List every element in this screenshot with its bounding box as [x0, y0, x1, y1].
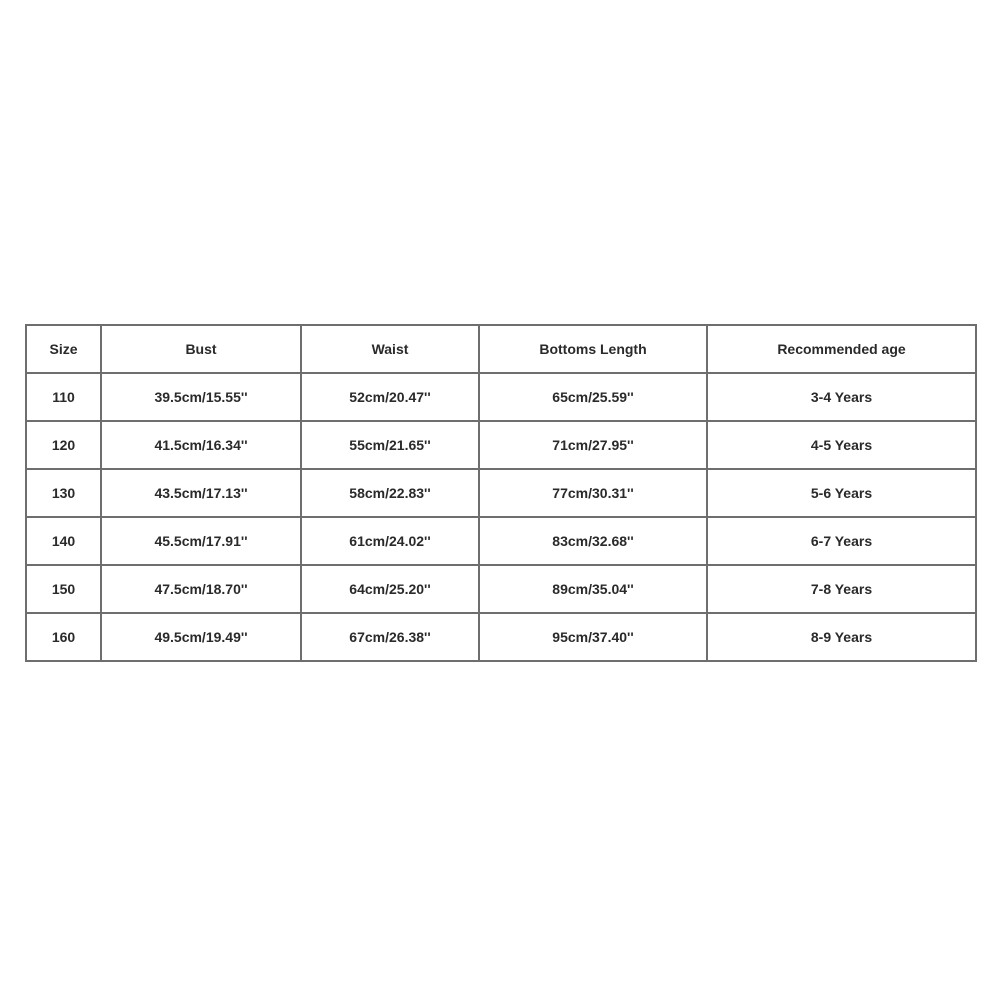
cell-recommended-age: 7-8 Years: [707, 565, 976, 613]
size-chart-container: [25, 324, 977, 662]
cell-recommended-age: 3-4 Years: [707, 373, 976, 421]
table-row: [26, 373, 976, 421]
cell-bottoms-length: 77cm/30.31'': [479, 469, 707, 517]
cell-waist: 67cm/26.38'': [301, 613, 479, 661]
cell-bust: 47.5cm/18.70'': [101, 565, 301, 613]
cell-size: 120: [26, 421, 101, 469]
cell-bottoms-length: 89cm/35.04'': [479, 565, 707, 613]
cell-size: 140: [26, 517, 101, 565]
cell-waist: 58cm/22.83'': [301, 469, 479, 517]
table-row: [26, 517, 976, 565]
cell-waist: 52cm/20.47'': [301, 373, 479, 421]
table-header-row: [26, 325, 976, 373]
cell-size: 160: [26, 613, 101, 661]
table-row: [26, 565, 976, 613]
cell-waist: 64cm/25.20'': [301, 565, 479, 613]
cell-waist: 55cm/21.65'': [301, 421, 479, 469]
cell-recommended-age: 8-9 Years: [707, 613, 976, 661]
cell-bottoms-length: 95cm/37.40'': [479, 613, 707, 661]
cell-size: 150: [26, 565, 101, 613]
header-size: Size: [26, 325, 101, 373]
size-chart-table: [25, 324, 977, 662]
header-recommended-age: Recommended age: [707, 325, 976, 373]
cell-recommended-age: 5-6 Years: [707, 469, 976, 517]
table-row: [26, 613, 976, 661]
cell-bust: 43.5cm/17.13'': [101, 469, 301, 517]
header-bust: Bust: [101, 325, 301, 373]
cell-waist: 61cm/24.02'': [301, 517, 479, 565]
cell-bust: 49.5cm/19.49'': [101, 613, 301, 661]
cell-bottoms-length: 83cm/32.68'': [479, 517, 707, 565]
cell-size: 130: [26, 469, 101, 517]
cell-recommended-age: 4-5 Years: [707, 421, 976, 469]
header-waist: Waist: [301, 325, 479, 373]
cell-bottoms-length: 71cm/27.95'': [479, 421, 707, 469]
cell-size: 110: [26, 373, 101, 421]
cell-bust: 39.5cm/15.55'': [101, 373, 301, 421]
table-row: [26, 421, 976, 469]
cell-bottoms-length: 65cm/25.59'': [479, 373, 707, 421]
table-row: [26, 469, 976, 517]
cell-bust: 45.5cm/17.91'': [101, 517, 301, 565]
header-bottoms-length: Bottoms Length: [479, 325, 707, 373]
cell-bust: 41.5cm/16.34'': [101, 421, 301, 469]
cell-recommended-age: 6-7 Years: [707, 517, 976, 565]
